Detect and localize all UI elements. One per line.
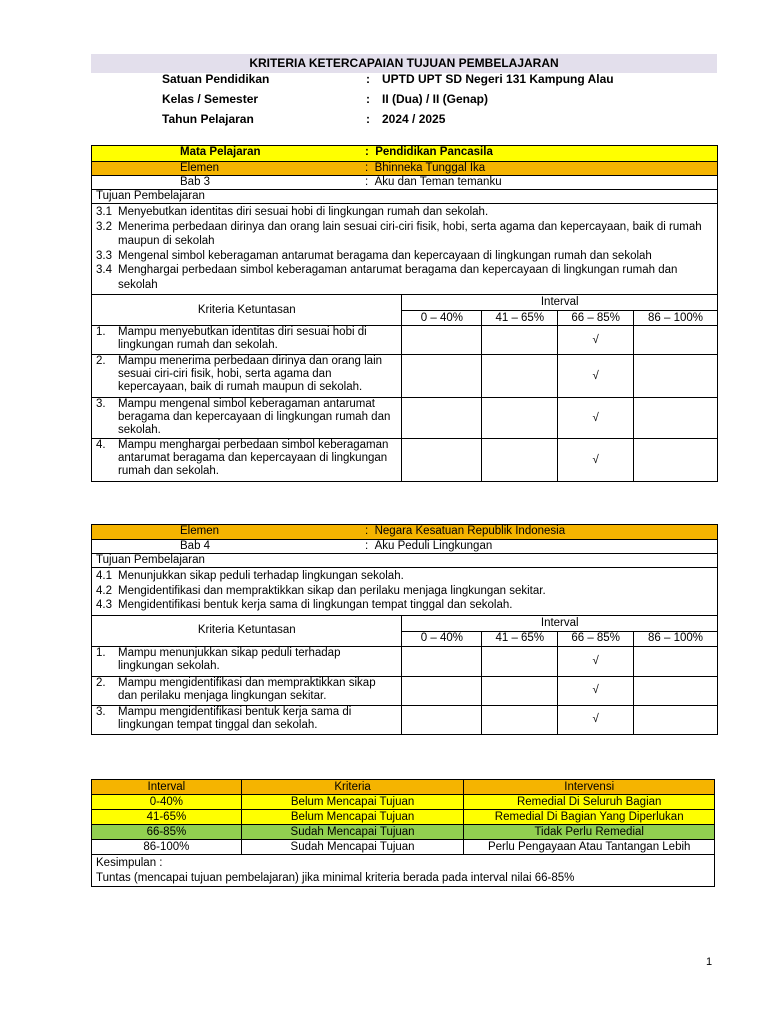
tp-item: 4.3 Mengidentifikasi bentuk kerja sama di lingkungan tempat tinggal dan sekolah. bbox=[96, 599, 513, 611]
range-86-100: 86 – 100% bbox=[634, 311, 718, 326]
legend-row bbox=[92, 810, 715, 825]
elemen-label: Elemen bbox=[180, 162, 219, 174]
meta-colon: : bbox=[366, 92, 370, 106]
meta-colon: : bbox=[366, 112, 370, 126]
legend-intervensi: Remedial Di Bagian Yang Diperlukan bbox=[464, 810, 715, 825]
meta-value: II (Dua) / II (Genap) bbox=[382, 92, 489, 106]
identity-block bbox=[91, 72, 717, 132]
tp-header: Tujuan Pembelajaran bbox=[92, 554, 718, 568]
colon: : bbox=[365, 540, 369, 552]
legend-header-kriteria: Kriteria bbox=[241, 780, 464, 795]
tp-header-row bbox=[92, 554, 718, 568]
colon: : bbox=[365, 146, 369, 158]
kriteria-row bbox=[92, 705, 718, 734]
bab-value: Aku dan Teman temanku bbox=[374, 176, 502, 188]
kriteria-text: Mampu menerima perbedaan dirinya dan orang lain sesuai ciri-ciri fisik, hobi, serta agama dan kepercayaan, baik di rumah maupun di sekolah. bbox=[118, 355, 383, 393]
legend-row bbox=[92, 840, 715, 855]
kriteria-num: 2. bbox=[96, 355, 106, 367]
legend-intervensi: Tidak Perlu Remedial bbox=[464, 825, 715, 840]
check-mark: √ bbox=[558, 676, 634, 705]
kriteria-num: 3. bbox=[96, 705, 106, 718]
check-mark: √ bbox=[558, 355, 634, 398]
bab-value: Aku Peduli Lingkungan bbox=[374, 540, 493, 552]
range-41-65: 41 – 65% bbox=[482, 631, 558, 646]
bab-label: Bab 3 bbox=[180, 176, 211, 188]
kriteria-text: Mampu mengenal simbol keberagaman antarumat beragama dan kepercayaan di lingkungan rumah dan sekolah. bbox=[118, 398, 391, 436]
elemen-row bbox=[92, 525, 718, 540]
elemen-row bbox=[92, 162, 718, 176]
legend-intervensi: Remedial Di Seluruh Bagian bbox=[464, 795, 715, 810]
meta-label: Satuan Pendidikan bbox=[162, 72, 270, 86]
kriteria-row bbox=[92, 355, 718, 398]
tp-list-row bbox=[92, 568, 718, 616]
kriteria-num: 4. bbox=[96, 439, 106, 451]
colon: : bbox=[365, 162, 369, 174]
legend-interval: 86-100% bbox=[92, 840, 242, 855]
legend-row bbox=[92, 795, 715, 810]
meta-row-satuan bbox=[91, 72, 717, 92]
check-mark: √ bbox=[558, 705, 634, 734]
legend-table bbox=[91, 779, 715, 887]
tp-item: 3.4 Menghargai perbedaan simbol keberagaman antarumat beragama dan kepercayaan di lingkungan rumah dan sekolah bbox=[96, 264, 678, 291]
legend-interval: 41-65% bbox=[92, 810, 242, 825]
mapel-row bbox=[92, 146, 718, 162]
kriteria-text: Mampu mengidentifikasi bentuk kerja sama di lingkungan tempat tinggal dan sekolah. bbox=[118, 705, 352, 731]
legend-kriteria: Belum Mencapai Tujuan bbox=[241, 795, 464, 810]
tp-item: 3.2 Menerima perbedaan dirinya dan orang lain sesuai ciri-ciri fisik, hobi, serta agama dan kepercayaan, baik di rumah maupun di sekolah bbox=[96, 220, 702, 247]
tp-list-row bbox=[92, 204, 718, 295]
check-mark: √ bbox=[558, 439, 634, 482]
meta-label: Kelas / Semester bbox=[162, 92, 259, 106]
range-66-85: 66 – 85% bbox=[558, 631, 634, 646]
check-mark: √ bbox=[558, 646, 634, 676]
tp-item: 4.1 Menunjukkan sikap peduli terhadap lingkungan sekolah. bbox=[96, 570, 404, 582]
kriteria-row bbox=[92, 439, 718, 482]
kriteria-row bbox=[92, 676, 718, 705]
kriteria-row bbox=[92, 398, 718, 439]
legend-row bbox=[92, 825, 715, 840]
range-0-40: 0 – 40% bbox=[402, 311, 482, 326]
legend-header-row bbox=[92, 780, 715, 795]
range-41-65: 41 – 65% bbox=[482, 311, 558, 326]
interval-header: Interval bbox=[402, 295, 718, 311]
check-mark: √ bbox=[558, 398, 634, 439]
colon: : bbox=[365, 176, 369, 188]
range-66-85: 66 – 85% bbox=[558, 311, 634, 326]
kriteria-num: 2. bbox=[96, 676, 106, 689]
kriteria-header-row bbox=[92, 295, 718, 311]
meta-row-kelas bbox=[91, 92, 717, 112]
meta-value: UPTD UPT SD Negeri 131 Kampung Alau bbox=[382, 72, 614, 86]
legend-kriteria: Sudah Mencapai Tujuan bbox=[241, 840, 464, 855]
meta-colon: : bbox=[366, 72, 370, 86]
page-number: 1 bbox=[706, 956, 713, 968]
range-0-40: 0 – 40% bbox=[402, 631, 482, 646]
elemen-value: Bhinneka Tunggal Ika bbox=[374, 162, 486, 174]
tp-header: Tujuan Pembelajaran bbox=[92, 190, 718, 204]
legend-kriteria: Sudah Mencapai Tujuan bbox=[241, 825, 464, 840]
kriteria-text: Mampu menghargai perbedaan simbol keberagaman antarumat beragama dan kepercayaan di lingkungan rumah dan sekolah. bbox=[118, 439, 389, 477]
kesimpulan-label: Kesimpulan : bbox=[96, 857, 163, 869]
kriteria-num: 3. bbox=[96, 398, 106, 410]
colon: : bbox=[365, 525, 369, 537]
legend-header-intervensi: Intervensi bbox=[464, 780, 715, 795]
range-86-100: 86 – 100% bbox=[634, 631, 718, 646]
kriteria-text: Mampu mengidentifikasi dan mempraktikkan sikap dan perilaku menjaga lingkungan sekitar. bbox=[118, 676, 376, 702]
bab-row bbox=[92, 540, 718, 554]
meta-row-tahun bbox=[91, 112, 717, 132]
kriteria-row bbox=[92, 326, 718, 355]
meta-label: Tahun Pelajaran bbox=[162, 112, 254, 126]
kriteria-header: Kriteria Ketuntasan bbox=[92, 615, 402, 646]
legend-header-interval: Interval bbox=[92, 780, 242, 795]
legend-intervensi: Perlu Pengayaan Atau Tantangan Lebih bbox=[464, 840, 715, 855]
kriteria-header: Kriteria Ketuntasan bbox=[92, 295, 402, 326]
mapel-value: Pendidikan Pancasila bbox=[375, 146, 493, 158]
kriteria-text: Mampu menunjukkan sikap peduli terhadap lingkungan sekolah. bbox=[118, 646, 341, 672]
document-title: KRITERIA KETERCAPAIAN TUJUAN PEMBELAJARAN bbox=[91, 54, 717, 73]
kriteria-header-row bbox=[92, 615, 718, 631]
legend-kriteria: Belum Mencapai Tujuan bbox=[241, 810, 464, 825]
interval-header: Interval bbox=[402, 615, 718, 631]
kriteria-row bbox=[92, 646, 718, 676]
elemen-value: Negara Kesatuan Republik Indonesia bbox=[374, 525, 566, 537]
kesimpulan-text: Tuntas (mencapai tujuan pembelajaran) jika minimal kriteria berada pada interval nilai 66-85% bbox=[96, 872, 575, 884]
tp-item: 3.3 Mengenal simbol keberagaman antarumat beragama dan kepercayaan di lingkungan rumah dan sekolah bbox=[96, 249, 652, 262]
tp-item: 3.1 Menyebutkan identitas diri sesuai hobi di lingkungan rumah dan sekolah. bbox=[96, 206, 489, 218]
legend-interval: 66-85% bbox=[92, 825, 242, 840]
bab-row bbox=[92, 176, 718, 190]
kriteria-num: 1. bbox=[96, 646, 106, 659]
mapel-label: Mata Pelajaran bbox=[180, 146, 261, 158]
tp-item: 4.2 Mengidentifikasi dan mempraktikkan sikap dan perilaku menjaga lingkungan sekitar. bbox=[96, 584, 546, 597]
section2-table bbox=[91, 524, 718, 735]
kriteria-text: Mampu menyebutkan identitas diri sesuai hobi di lingkungan rumah dan sekolah. bbox=[118, 326, 367, 351]
tp-header-row bbox=[92, 190, 718, 204]
kriteria-num: 1. bbox=[96, 326, 106, 338]
check-mark: √ bbox=[558, 326, 634, 355]
meta-value: 2024 / 2025 bbox=[382, 112, 446, 126]
kesimpulan-row bbox=[92, 855, 715, 887]
section1-table bbox=[91, 145, 718, 482]
elemen-label: Elemen bbox=[180, 525, 219, 537]
bab-label: Bab 4 bbox=[180, 540, 211, 552]
legend-interval: 0-40% bbox=[92, 795, 242, 810]
